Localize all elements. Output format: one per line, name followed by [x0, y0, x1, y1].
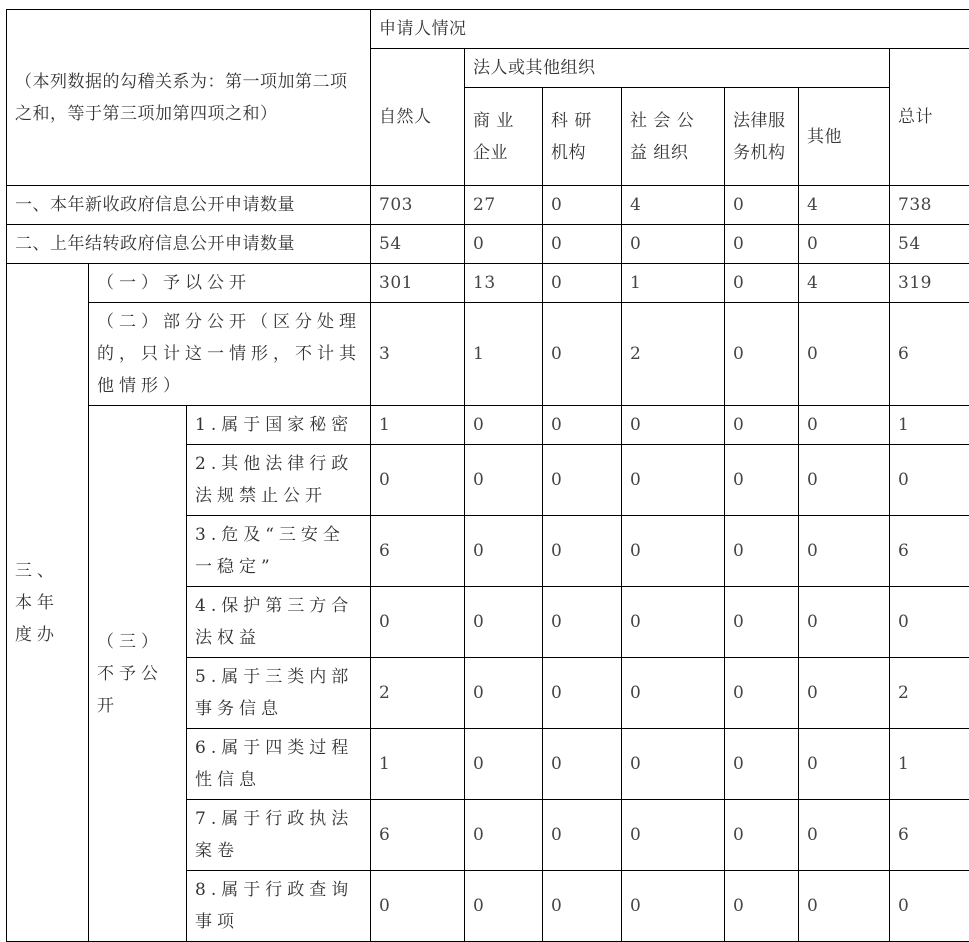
- cell-value: 0: [799, 871, 890, 942]
- cell-value: 0: [890, 587, 969, 658]
- cell-value: 0: [543, 186, 622, 225]
- header-legal-or-other: 法人或其他组织: [465, 49, 890, 88]
- cell-value: 301: [371, 264, 465, 303]
- cell-value: 0: [543, 303, 622, 406]
- cell-value: 0: [543, 800, 622, 871]
- cell-value: 0: [465, 658, 543, 729]
- cell-value: 1: [622, 264, 725, 303]
- cell-value: 0: [371, 871, 465, 942]
- cell-value: 0: [725, 186, 799, 225]
- table-row: [7, 406, 969, 445]
- cell-value: 0: [465, 406, 543, 445]
- cell-value: 0: [543, 445, 622, 516]
- cell-value: 0: [622, 225, 725, 264]
- cell-value: 0: [543, 587, 622, 658]
- cell-value: 0: [725, 587, 799, 658]
- cell-value: 0: [725, 729, 799, 800]
- cell-value: 0: [622, 871, 725, 942]
- row-label-sub: 8.属于行政查询事项: [187, 871, 371, 942]
- header-note: （本列数据的勾稽关系为：第一项加第二项之和，等于第三项加第四项之和）: [7, 10, 371, 186]
- cell-value: 6: [890, 800, 969, 871]
- cell-value: 0: [725, 406, 799, 445]
- cell-value: 0: [799, 800, 890, 871]
- table-row: [7, 303, 969, 406]
- row-label-not-disclosed: （三）不予公开: [89, 406, 187, 942]
- row-label-sub: 3.危及“三安全一稳定”: [187, 516, 371, 587]
- cell-value: 0: [725, 225, 799, 264]
- cell-value: 13: [465, 264, 543, 303]
- cell-value: 1: [890, 729, 969, 800]
- header-commercial: 商 业 企业: [465, 88, 543, 186]
- cell-value: 0: [725, 871, 799, 942]
- header-row-1: [7, 10, 969, 49]
- cell-value: 4: [799, 186, 890, 225]
- cell-value: 0: [799, 225, 890, 264]
- row-label-sub: 6.属于四类过程性信息: [187, 729, 371, 800]
- cell-value: 0: [799, 445, 890, 516]
- cell-value: 0: [543, 406, 622, 445]
- cell-value: 6: [890, 303, 969, 406]
- cell-value: 0: [799, 406, 890, 445]
- cell-value: 54: [371, 225, 465, 264]
- header-total: 总计: [890, 49, 969, 186]
- cell-value: 0: [725, 264, 799, 303]
- cell-value: 0: [890, 871, 969, 942]
- cell-value: 0: [622, 587, 725, 658]
- row-label-sub: 2.其他法律行政法规禁止公开: [187, 445, 371, 516]
- cell-value: 0: [371, 587, 465, 658]
- cell-value: 319: [890, 264, 969, 303]
- row-label-disclosed: （一）予以公开: [89, 264, 371, 303]
- cell-value: 0: [622, 800, 725, 871]
- cell-value: 0: [465, 729, 543, 800]
- row-label-new-requests: 一、本年新收政府信息公开申请数量: [7, 186, 371, 225]
- cell-value: 0: [543, 264, 622, 303]
- cell-value: 0: [725, 445, 799, 516]
- header-research: 科 研 机构: [543, 88, 622, 186]
- cell-value: 0: [622, 516, 725, 587]
- cell-value: 0: [465, 445, 543, 516]
- header-other: 其他: [799, 88, 890, 186]
- cell-value: 2: [371, 658, 465, 729]
- row-label-sub: 5.属于三类内部事务信息: [187, 658, 371, 729]
- cell-value: 2: [622, 303, 725, 406]
- cell-value: 738: [890, 186, 969, 225]
- cell-value: 0: [799, 729, 890, 800]
- cell-value: 703: [371, 186, 465, 225]
- cell-value: 1: [890, 406, 969, 445]
- row-label-sub: 7.属于行政执法案卷: [187, 800, 371, 871]
- header-applicant-situation: 申请人情况: [371, 10, 969, 49]
- cell-value: 0: [465, 516, 543, 587]
- cell-value: 0: [799, 516, 890, 587]
- cell-value: 0: [543, 658, 622, 729]
- cell-value: 1: [371, 729, 465, 800]
- row-label-carried-over: 二、上年结转政府信息公开申请数量: [7, 225, 371, 264]
- cell-value: 6: [371, 516, 465, 587]
- cell-value: 1: [465, 303, 543, 406]
- cell-value: 0: [799, 303, 890, 406]
- cell-value: 2: [890, 658, 969, 729]
- row-label-sub: 1.属于国家秘密: [187, 406, 371, 445]
- cell-value: 0: [543, 225, 622, 264]
- cell-value: 0: [543, 729, 622, 800]
- table-row: [7, 186, 969, 225]
- row-label-sub: 4.保护第三方合法权益: [187, 587, 371, 658]
- cell-value: 0: [465, 800, 543, 871]
- cell-value: 0: [725, 800, 799, 871]
- header-social-welfare: 社 会 公 益 组织: [622, 88, 725, 186]
- cell-value: 6: [890, 516, 969, 587]
- cell-value: 0: [543, 516, 622, 587]
- table-row: [7, 264, 969, 303]
- section-three-label: 三、本年度办: [7, 264, 89, 942]
- cell-value: 0: [622, 445, 725, 516]
- cell-value: 27: [465, 186, 543, 225]
- cell-value: 0: [543, 871, 622, 942]
- cell-value: 3: [371, 303, 465, 406]
- cell-value: 0: [465, 587, 543, 658]
- cell-value: 0: [725, 658, 799, 729]
- cell-value: 4: [622, 186, 725, 225]
- header-legal-service: 法律服务机构: [725, 88, 799, 186]
- table-row: [7, 225, 969, 264]
- cell-value: 0: [465, 871, 543, 942]
- cell-value: 0: [799, 587, 890, 658]
- cell-value: 0: [622, 406, 725, 445]
- cell-value: 0: [371, 445, 465, 516]
- cell-value: 0: [725, 516, 799, 587]
- header-natural-person: 自然人: [371, 49, 465, 186]
- cell-value: 0: [622, 729, 725, 800]
- cell-value: 0: [890, 445, 969, 516]
- cell-value: 1: [371, 406, 465, 445]
- row-label-partially-disclosed: （二）部分公开（区分处理的，只计这一情形，不计其他情形）: [89, 303, 371, 406]
- cell-value: 6: [371, 800, 465, 871]
- cell-value: 0: [622, 658, 725, 729]
- cell-value: 54: [890, 225, 969, 264]
- cell-value: 0: [799, 658, 890, 729]
- cell-value: 4: [799, 264, 890, 303]
- cell-value: 0: [465, 225, 543, 264]
- cell-value: 0: [725, 303, 799, 406]
- info-disclosure-table: [6, 9, 969, 942]
